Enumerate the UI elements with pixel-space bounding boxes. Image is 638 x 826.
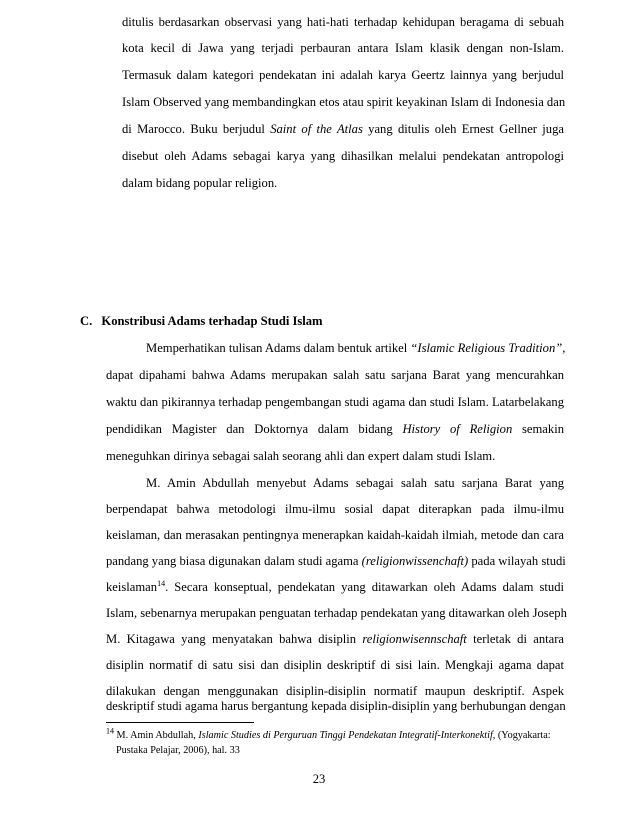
text-line: dapat dipahami bahwa Adams merupakan salah satu sarjana Barat yang mencurahkan	[106, 368, 564, 382]
footnote-book-title: Islamic Studies di Perguruan Tinggi Pendekatan Integratif-Interkonektif	[198, 730, 493, 741]
footnote-number: 14	[106, 726, 114, 736]
text-line: M. Kitagawa yang menyatakan bahwa disiplin religionwisennschaft terletak di antara	[106, 632, 564, 646]
text-line: Islam Observed yang membandingkan etos atau spirit keyakinan Islam di Indonesia dan	[122, 95, 566, 109]
text-line: Islam, sebenarnya merupakan penguatan terhadap pendekatan yang ditawarkan oleh Joseph	[106, 606, 567, 620]
text-line: disebut oleh Adams sebagai karya yang dihasilkan melalui pendekatan antropologi	[122, 149, 564, 163]
text-line: M. Amin Abdullah menyebut Adams sebagai salah satu sarjana Barat yang	[146, 476, 564, 490]
text-line: ditulis berdasarkan observasi yang hati-hati terhadap kehidupan beragama di sebuah	[122, 15, 564, 29]
text-line: berpendapat bahwa metodologi ilmu-ilmu sosial dapat diterapkan pada ilmu-ilmu	[106, 502, 564, 516]
text-line: kota kecil di Jawa yang terjadi perbauran antara Islam klasik dengan non-Islam.	[122, 41, 564, 55]
text-line: Termasuk dalam kategori pendekatan ini adalah karya Geertz lainnya yang berjudul	[122, 68, 564, 82]
text-line: dilakukan dengan menggunakan disiplin-disiplin normatif maupun deskriptif. Aspek	[106, 684, 564, 698]
footnote-line2: Pustaka Pelajar, 2006), hal. 33	[116, 745, 240, 756]
text-line: deskriptif studi agama harus bergantung kepada disiplin-disiplin yang berhubungan dengan	[106, 699, 566, 713]
section-title: Konstribusi Adams terhadap Studi Islam	[101, 314, 323, 328]
page-number: 23	[312, 772, 326, 786]
text-line: Memperhatikan tulisan Adams dalam bentuk artikel “Islamic Religious Tradition”,	[146, 341, 566, 355]
text-line: meneguhkan dirinya sebagai salah seorang ahli dan expert dalam studi Islam.	[106, 449, 496, 463]
section-label: C.	[80, 314, 93, 328]
book-title: Saint of the Atlas	[270, 122, 363, 136]
footnote-ref[interactable]: 14	[157, 578, 166, 588]
text-line: pandang yang biasa digunakan dalam studi agama (religionwissenchaft) pada wilayah studi	[106, 554, 566, 568]
text-line: keislaman, dan merasakan pentingnya menerapkan kaidah-kaidah ilmiah, metode dan cara	[106, 528, 564, 542]
text-line: dalam bidang popular religion.	[122, 176, 278, 190]
footnote-divider	[106, 722, 254, 723]
text-line: disiplin normatif di satu sisi dan disiplin deskriptif di sisi lain. Mengkaji agama dapat	[106, 658, 564, 672]
section-heading	[80, 315, 323, 328]
footnote: $^{14}$ M. Amin Abdullah, Islamic Studies di Perguruan Tinggi Pendekatan Integratif-Interkonektif, (Yogyakarta:	[106, 726, 551, 741]
text-line: keislaman$^{14}$. Secara konseptual, pendekatan yang ditawarkan oleh Adams dalam studi	[106, 578, 564, 594]
text-line: di Marocco. Buku berjudul Saint of the Atlas yang ditulis oleh Ernest Gellner juga	[122, 122, 564, 136]
text-line: pendidikan Magister dan Doktornya dalam bidang History of Religion semakin	[106, 422, 564, 436]
text-line: waktu dan pikirannya terhadap pengembangan studi agama dan studi Islam. Latarbelakang	[106, 395, 564, 409]
